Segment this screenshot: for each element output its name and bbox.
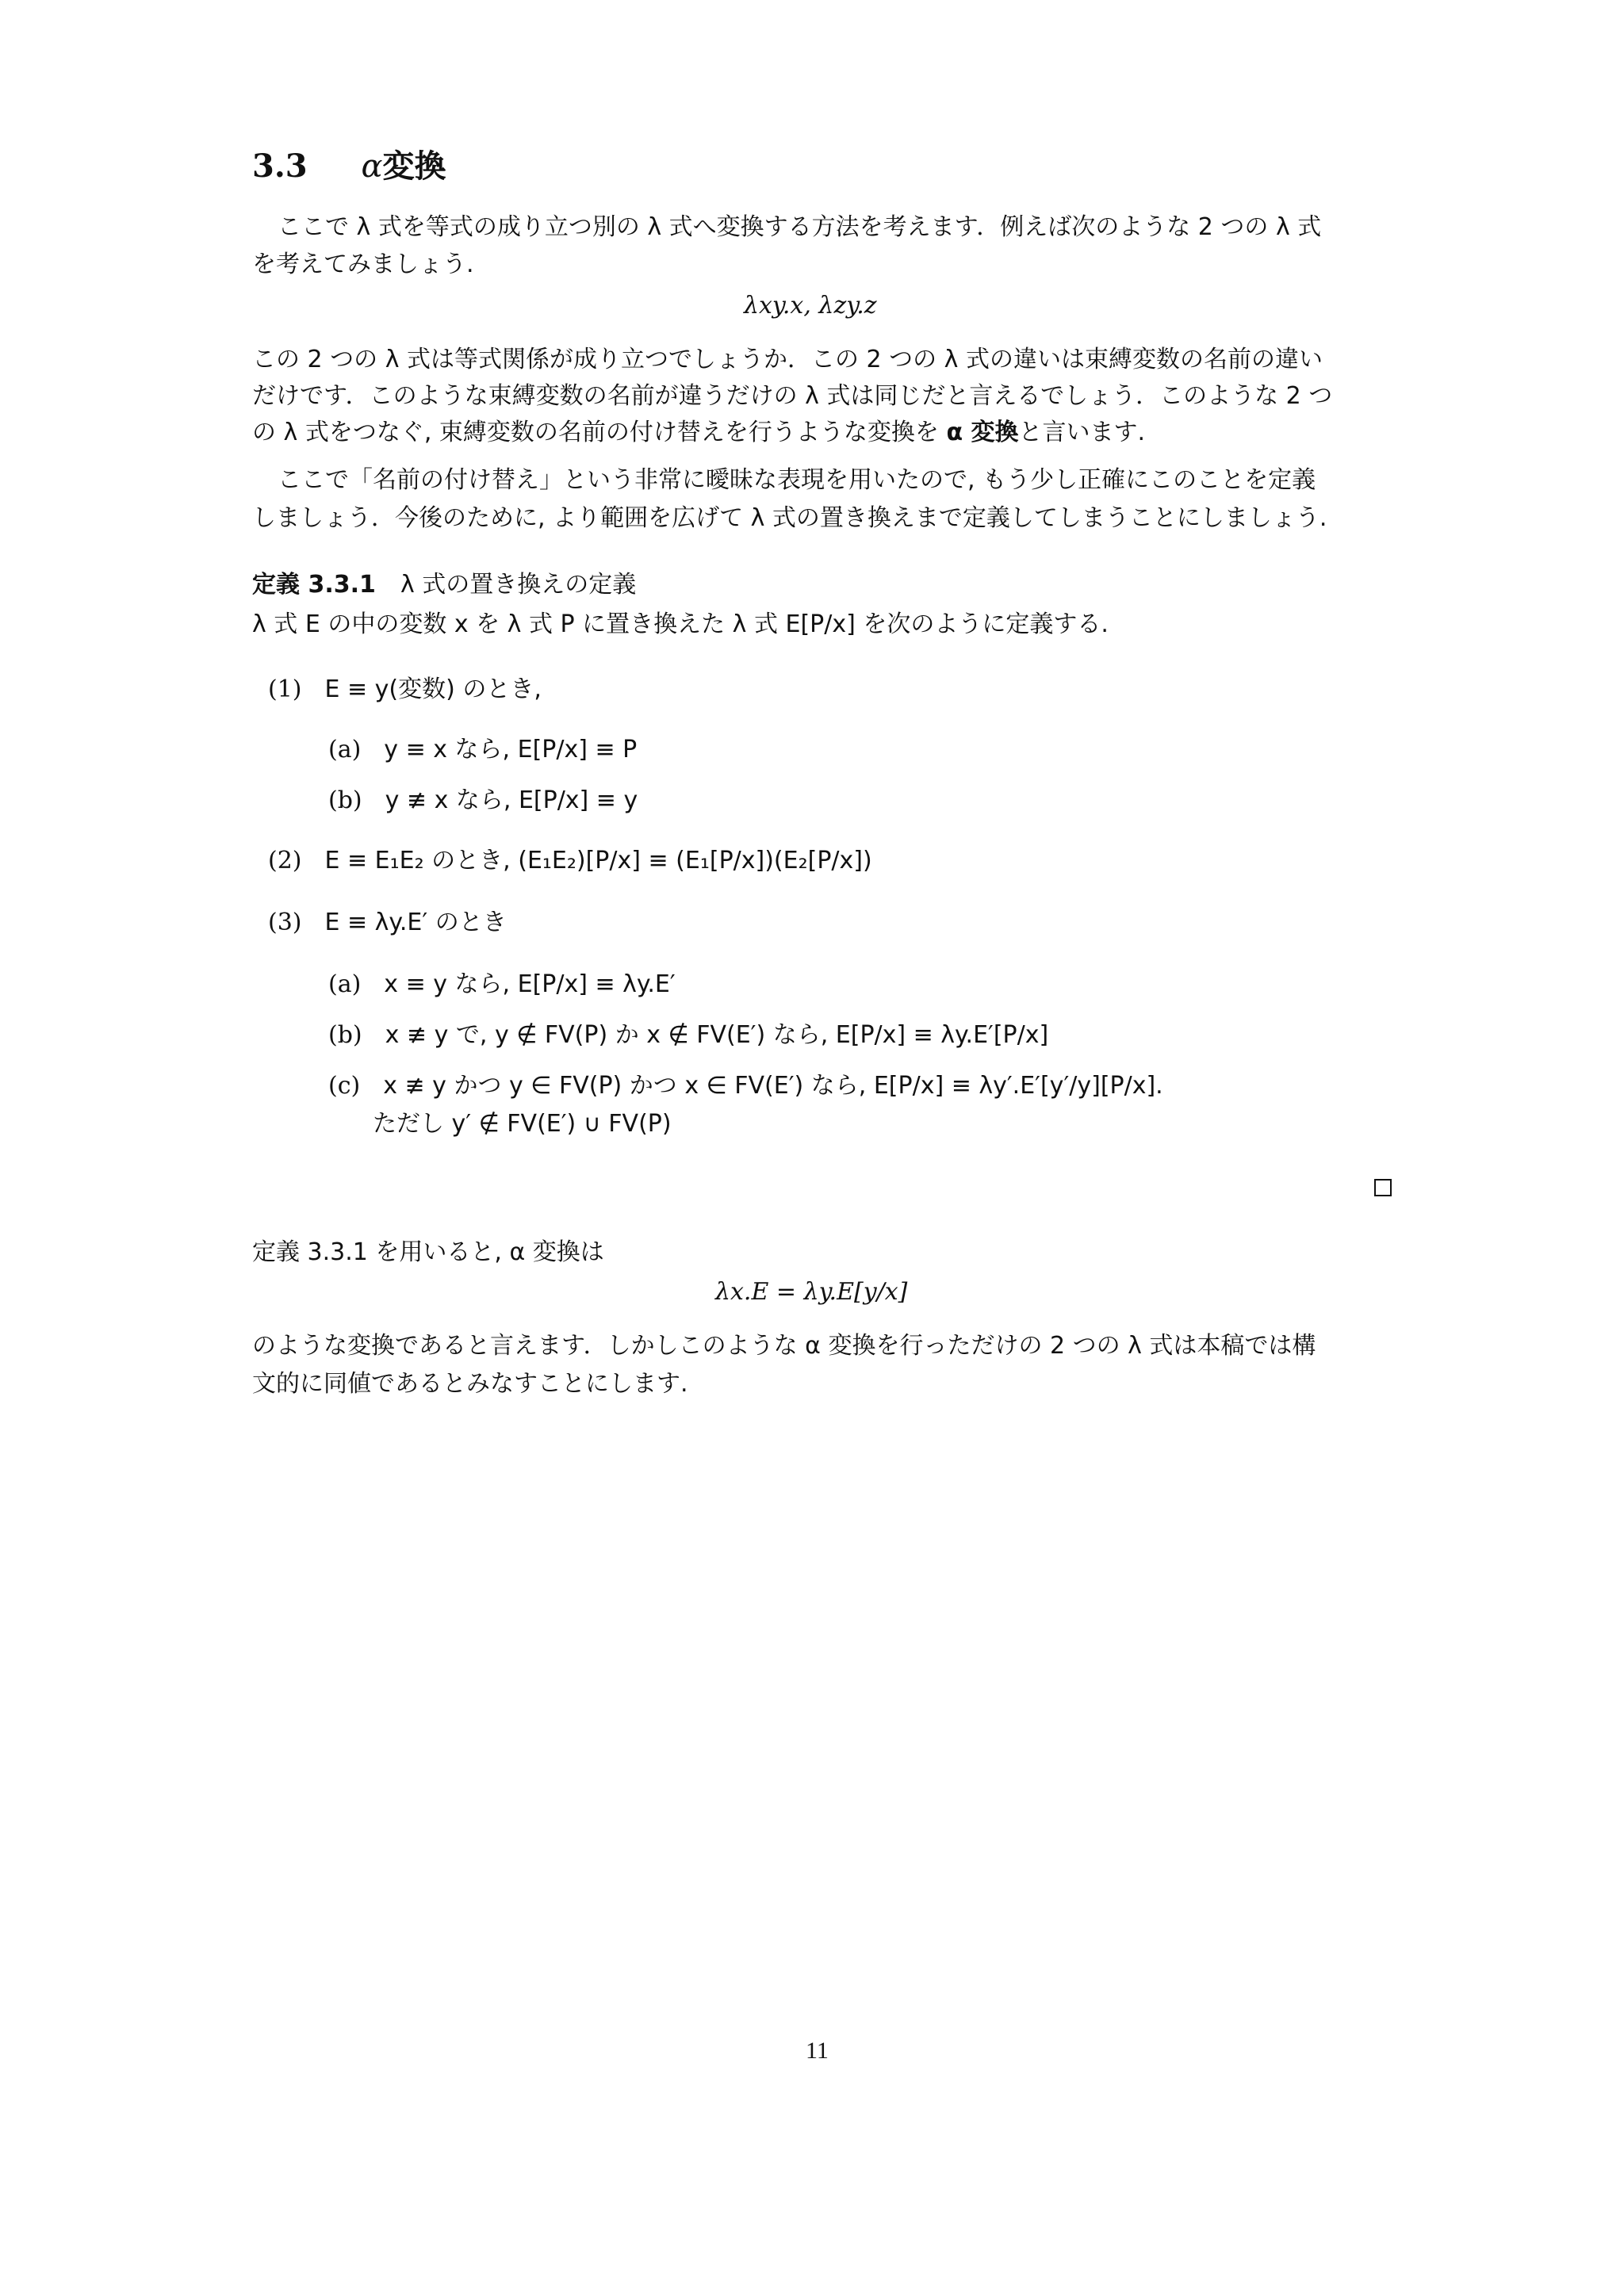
definition-item-3a [328,967,676,1002]
item-text: E ≡ E₁E₂ のとき, (E₁E₂)[P/x] ≡ (E₁[P/x])(E₂[P/x]) [324,847,872,874]
subitem-marker: (b) [328,1021,362,1049]
definition-title: λ 式の置き換えの定義 [400,571,637,599]
subitem-marker: (b) [328,786,362,814]
item-text: E ≡ λy.E′ のとき [324,909,507,936]
para3-line-2: しましょう．今後のために, より範囲を広げて λ 式の置き換えまで定義してしまうことにしましょう. [252,504,1327,532]
subitem-marker: (c) [328,1072,361,1100]
definition-item-1 [268,672,542,707]
para2-line-3 [252,415,1145,450]
definition-item-3c [328,1069,1163,1104]
definition-item-2 [268,844,872,878]
para2-line-1: この 2 つの λ 式は等式関係が成り立つでしょうか．この 2 つの λ 式の違いは束縛変数の名前の違い [252,346,1323,373]
item-marker: (1) [268,675,302,703]
para2-line-2: だけです．このような束縛変数の名前が違うだけの λ 式は同じだと言えるでしょう．このような 2 つ [252,382,1333,410]
section-heading [252,141,446,186]
item-marker: (2) [268,847,302,874]
subitem-marker: (a) [328,970,362,998]
definition-item-1b [328,783,638,818]
definition-item-3c-continuation: ただし y′ ∉ FV(E′) ∪ FV(P) [373,1110,672,1138]
subitem-text: x ≡ y なら, E[P/x] ≡ λy.E′ [384,970,676,998]
item-text: E ≡ y(変数) のとき, [324,675,542,703]
definition-statement: λ 式 E の中の変数 x を λ 式 P に置き換えた λ 式 E[P/x] を次のように定義する. [252,610,1109,638]
para2-line-3a: の λ 式をつなぐ, 束縛変数の名前の付け替えを行うような変換を [252,419,947,446]
definition-item-1a [328,733,637,767]
para3-line-1: ここで「名前の付け替え」という非常に曖昧な表現を用いたので, もう少し正確にこのことを定義 [278,466,1316,494]
subitem-marker: (a) [328,736,362,763]
after-def-line-1: 定義 3.3.1 を用いると, α 変換は [252,1238,604,1266]
item-marker: (3) [268,909,302,936]
intro-line-1: ここで λ 式を等式の成り立つ別の λ 式へ変換する方法を考えます．例えば次のような 2 つの λ 式 [278,213,1322,241]
after-def-line-3: 文的に同値であるとみなすことにします. [252,1370,688,1398]
qed-box [1374,1179,1392,1196]
subitem-text: x ≢ y かつ y ∈ FV(P) かつ x ∈ FV(E′) なら, E[P/x] ≡ λy′.E′[y′/y][P/x]. [383,1072,1163,1100]
after-def-line-2: のような変換であると言えます．しかしこのような α 変換を行っただけの 2 つの λ 式は本稿では構 [252,1332,1316,1360]
definition-header [252,568,636,603]
intro-line-2: を考えてみましょう. [252,251,474,278]
section-title-greek: α [361,148,383,185]
subitem-text: y ≢ x なら, E[P/x] ≡ y [385,786,638,814]
example-display: λxy.x, λzy.z [744,292,877,320]
definition-item-3b [328,1018,1048,1053]
subitem-text: x ≢ y で, y ∉ FV(P) か x ∉ FV(E′) なら, E[P/x] ≡ λy.E′[P/x] [385,1021,1049,1049]
section-title-text: 変換 [382,148,446,185]
definition-label: 定義 3.3.1 [252,571,376,599]
para2-line-3b: と言います. [1018,419,1146,446]
alpha-conversion-term: α 変換 [946,419,1019,446]
page-number: 11 [806,2038,829,2064]
subitem-text: y ≡ x なら, E[P/x] ≡ P [384,736,638,763]
definition-item-3 [268,905,507,940]
section-number: 3.3 [252,147,308,185]
alpha-conversion-display: λx.E = λy.E[y/x] [715,1278,908,1306]
